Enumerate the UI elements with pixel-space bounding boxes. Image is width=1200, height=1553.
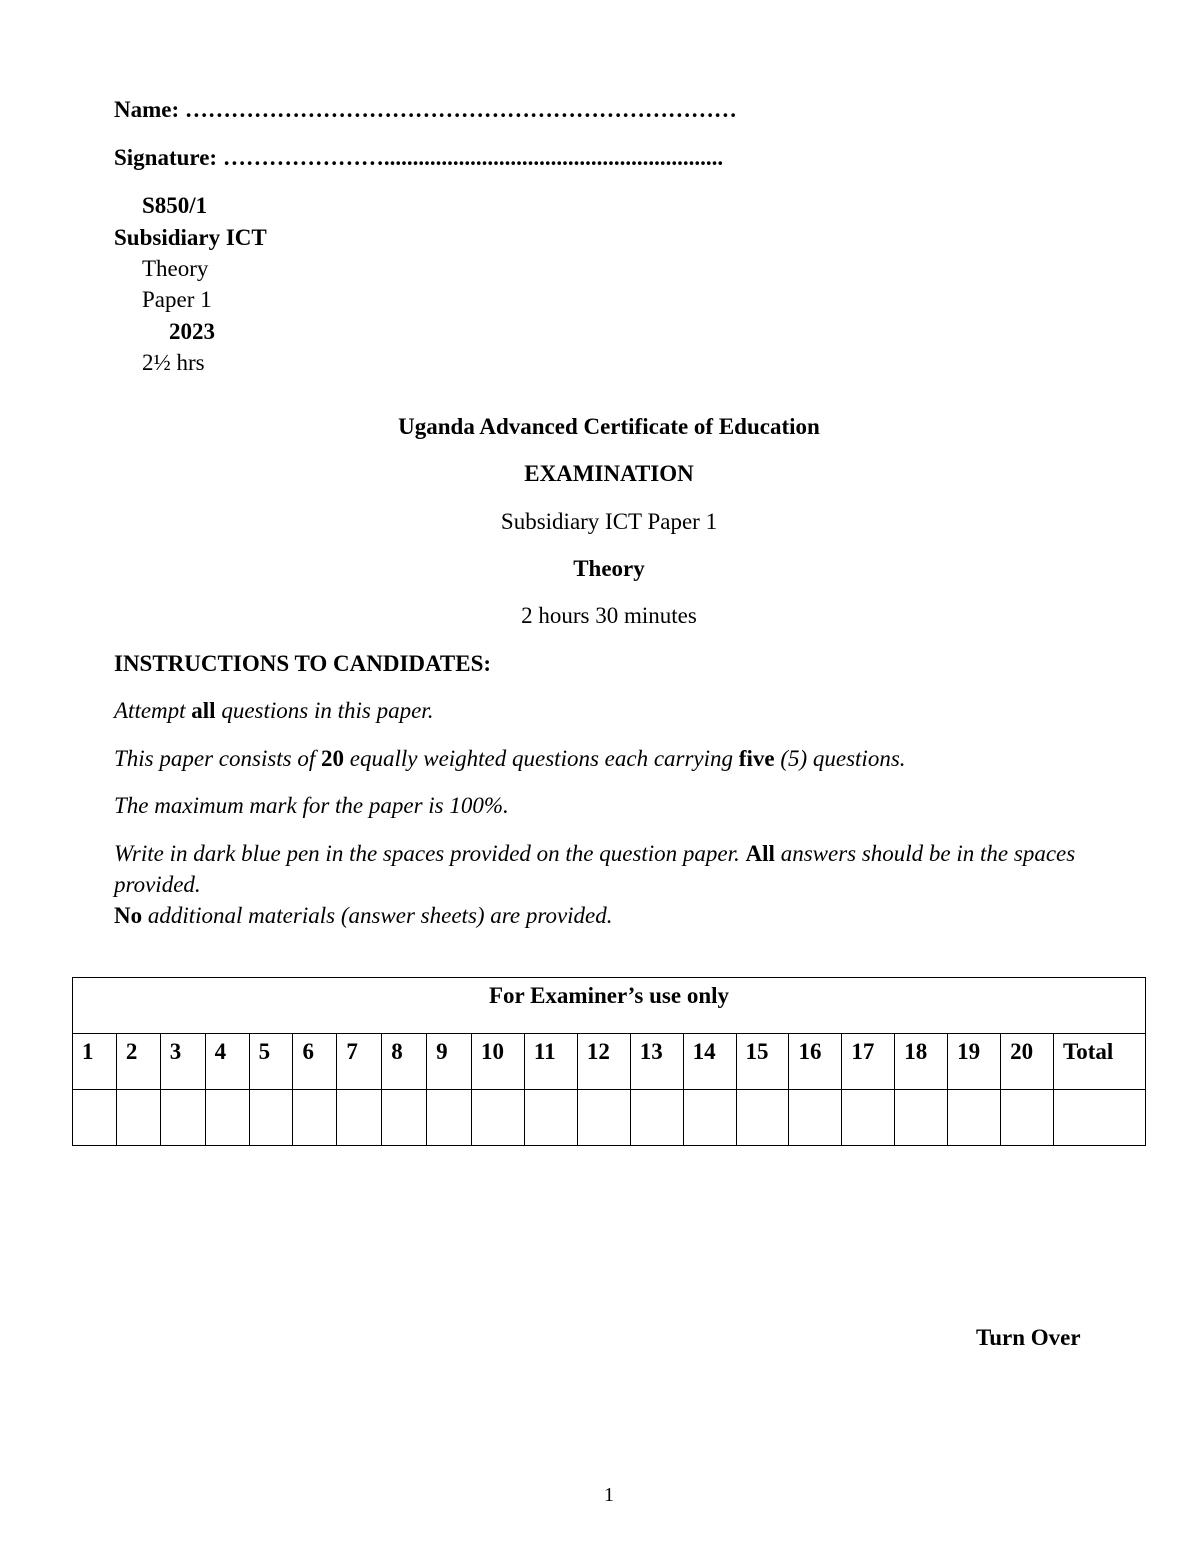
question-number-cell: 8 [382, 1034, 427, 1090]
mark-cell[interactable] [337, 1090, 382, 1146]
examiner-marks-table [72, 977, 1146, 1146]
mark-cell[interactable] [249, 1090, 293, 1146]
mark-cell[interactable] [116, 1090, 160, 1146]
question-number-cell: 17 [842, 1034, 895, 1090]
duration-title: 2 hours 30 minutes [521, 603, 697, 628]
question-number-cell: 5 [249, 1034, 293, 1090]
mark-cell[interactable] [382, 1090, 427, 1146]
mark-cell[interactable] [472, 1090, 525, 1146]
name-label: Name: [114, 97, 180, 122]
instruction-emphasis: 20 [321, 746, 345, 771]
marks-entry-row [73, 1090, 1146, 1146]
instruction-text: Write in dark blue pen in the spaces provided on the question paper. [114, 841, 746, 866]
instruction-pen [114, 838, 1104, 931]
turn-over-label: Turn Over [976, 1325, 1081, 1350]
paper-duration-short: 2½ hrs [142, 350, 205, 375]
instruction-emphasis: five [738, 746, 775, 771]
question-number-cell: 3 [160, 1034, 205, 1090]
mark-cell[interactable] [630, 1090, 683, 1146]
instruction-question-count [114, 743, 1104, 774]
question-number-cell: 19 [948, 1034, 1001, 1090]
instruction-text: This paper consists of [114, 746, 322, 771]
paper-year: 2023 [169, 319, 215, 344]
question-number-cell: 1 [73, 1034, 117, 1090]
instruction-text: questions in this paper. [215, 698, 434, 723]
exam-heading: EXAMINATION [524, 461, 694, 486]
name-dots: ……………………………………………………………… [184, 97, 737, 122]
instruction-attempt [114, 695, 1104, 726]
mark-cell[interactable] [205, 1090, 249, 1146]
paper-number: Paper 1 [142, 287, 212, 312]
mark-cell[interactable] [427, 1090, 472, 1146]
question-number-cell: 11 [524, 1034, 577, 1090]
question-number-cell: 4 [205, 1034, 249, 1090]
instruction-text: equally weighted questions each carrying [344, 746, 739, 771]
instruction-text: answers should be in the spaces provided. [114, 841, 1076, 897]
name-line [114, 96, 737, 124]
question-number-cell: 16 [789, 1034, 842, 1090]
instruction-max-mark: The maximum mark for the paper is 100%. [114, 793, 509, 818]
instruction-text: Attempt [114, 698, 192, 723]
page-number: 1 [604, 1484, 614, 1506]
instruction-text: (5) questions. [774, 746, 906, 771]
mark-cell[interactable] [895, 1090, 948, 1146]
question-number-cell: 18 [895, 1034, 948, 1090]
instruction-emphasis: all [191, 698, 216, 723]
signature-label: Signature: [114, 145, 218, 170]
instruction-text: additional materials (answer sheets) are provided. [142, 903, 613, 928]
mark-cell[interactable] [1001, 1090, 1054, 1146]
exam-board-title: Uganda Advanced Certificate of Education [398, 414, 820, 439]
question-number-cell: 2 [116, 1034, 160, 1090]
paper-code: S850/1 [142, 193, 208, 218]
mark-cell[interactable] [160, 1090, 205, 1146]
mark-cell[interactable] [842, 1090, 895, 1146]
signature-line [114, 144, 723, 172]
question-number-cell: 7 [337, 1034, 382, 1090]
mark-cell[interactable] [683, 1090, 736, 1146]
mark-cell[interactable] [524, 1090, 577, 1146]
paper-title: Subsidiary ICT Paper 1 [500, 509, 718, 534]
examiner-table-heading: For Examiner’s use only [73, 978, 1146, 1034]
mark-cell[interactable] [948, 1090, 1001, 1146]
mark-cell[interactable] [293, 1090, 337, 1146]
subject-name: Subsidiary ICT [114, 225, 267, 250]
question-number-cell: 13 [630, 1034, 683, 1090]
question-number-cell: 6 [293, 1034, 337, 1090]
signature-dots: …………………........................................................... [222, 145, 724, 170]
paper-type: Theory [142, 256, 209, 281]
instruction-emphasis: No [114, 903, 143, 928]
question-number-cell: 14 [683, 1034, 736, 1090]
instruction-emphasis: All [745, 841, 775, 866]
question-number-cell: 9 [427, 1034, 472, 1090]
question-number-cell: 15 [736, 1034, 789, 1090]
paper-type-title: Theory [573, 556, 645, 581]
question-number-cell: 10 [472, 1034, 525, 1090]
mark-cell[interactable] [789, 1090, 842, 1146]
mark-cell[interactable] [736, 1090, 789, 1146]
question-number-cell: 20 [1001, 1034, 1054, 1090]
instructions-heading: INSTRUCTIONS TO CANDIDATES: [114, 651, 492, 676]
mark-cell[interactable] [577, 1090, 630, 1146]
total-mark-cell[interactable] [1053, 1090, 1145, 1146]
total-header-cell: Total [1053, 1034, 1145, 1090]
question-number-row [73, 1034, 1146, 1090]
mark-cell[interactable] [73, 1090, 117, 1146]
question-number-cell: 12 [577, 1034, 630, 1090]
